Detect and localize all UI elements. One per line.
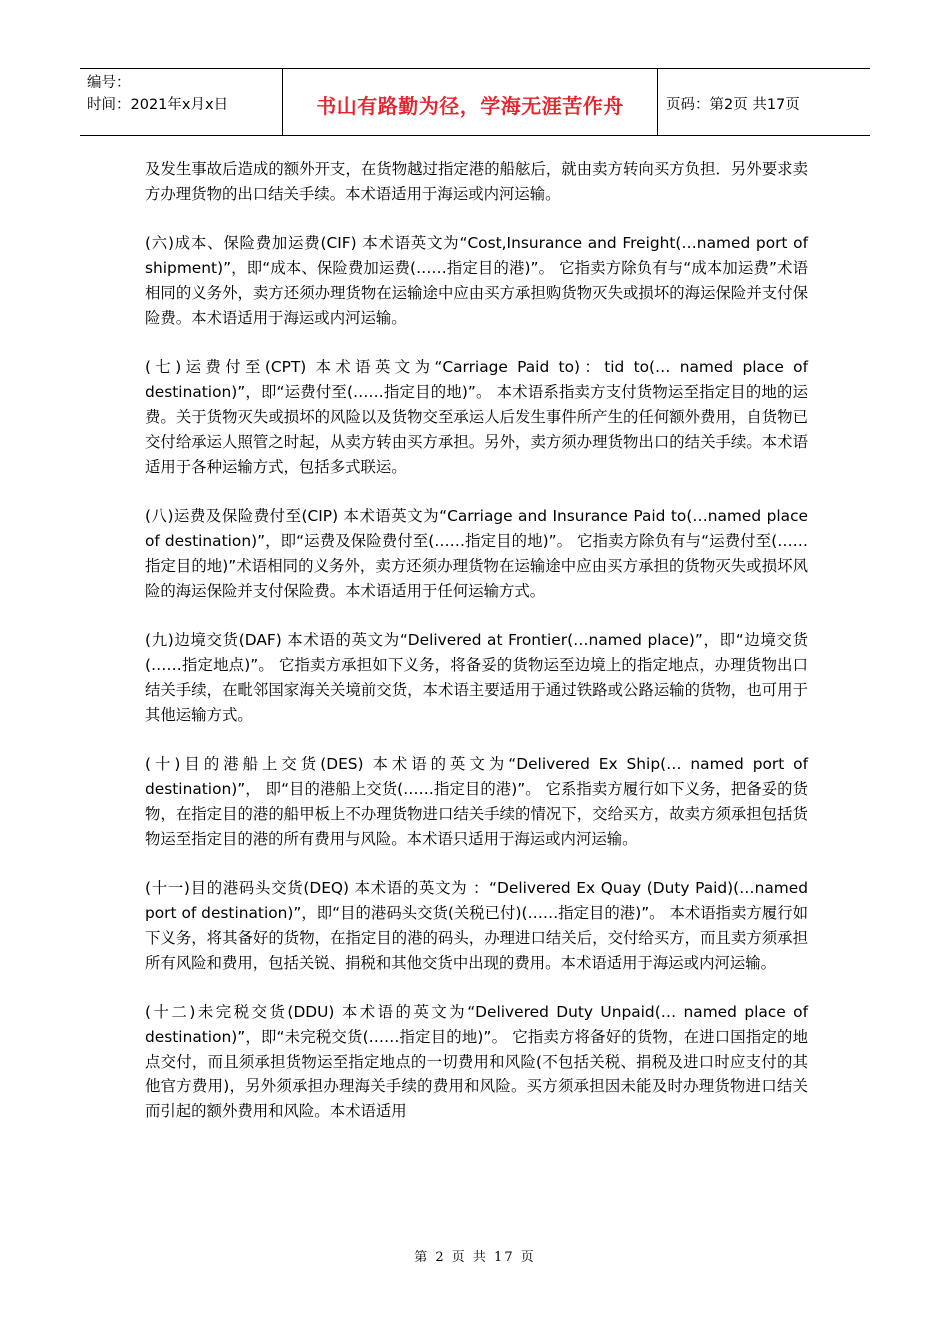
header-motto: 书山有路勤为径，学海无涯苦作舟 xyxy=(316,93,624,118)
header-meta xyxy=(80,69,282,135)
paragraph-cif: (六)成本、保险费加运费(CIF) 本术语英文为“Cost,Insurance and Freight(…named port of shipment)”，即“成本、保险费加运费(……指定目的港)”。 它指卖方除负有与“成本加运费”术语相同的义务外，卖方还须办理货物在运输途中应由买方承担购货物灭失或损坏的海运保险并支付保险费。本术语适用于海运或内河运输。 xyxy=(145,234,808,327)
number-label: 编号： xyxy=(87,75,131,91)
paragraph-des: (十)目的港船上交货(DES) 本术语的英文为“Delivered Ex Ship(… named port of destination)”， 即“目的港船上交货(……指定目的港)”。 它系指卖方履行如下义务，把备妥的货物，在指定目的港的船甲板上不办理货物进口结关手续的情况下，交给买方，故卖方须承担包括货物运至指定目的港的所有费用与风险。本术语只适用于海运或内河运输。 xyxy=(145,755,808,848)
paragraph-cip: (八)运费及保险费付至(CIP) 本术语英文为“Carriage and Insurance Paid to(…named place of destination)”，即“运费及保险费付至(……指定目的地)”。 它指卖方除负有与“运费付至(……指定目的地)”术语相同的义务外，卖方还须办理货物在运输途中应由买方承担的货物灭失或损坏风险的海运保险并支付保险费。本术语适用于任何运输方式。 xyxy=(145,507,808,600)
paragraph-daf: (九)边境交货(DAF) 本术语的英文为“Delivered at Frontier(…named place)”，即“边境交货(……指定地点)”。 它指卖方承担如下义务，将备妥的货物运至边境上的指定地点，办理货物出口结关手续，在毗邻国家海关关境前交货，本术语主要适用于通过铁路或公路运输的货物，也可用于其他运输方式。 xyxy=(145,631,808,724)
time-label: 时间：2021年x月x日 xyxy=(87,97,229,113)
paragraph-cpt: (七)运费付至(CPT) 本术语英文为“Carriage Paid to)：tid to(… named place of destination)”，即“运费付至(……指定目的地)”。 本术语系指卖方支付货物运至指定目的地的运费。关于货物灭失或损坏的风险以及货物交至承运人后发生事件所产生的任何额外费用，自货物已交付给承运人照管之时起，从卖方转由买方承担。另外，卖方须办理货物出口的结关手续。本术语适用于各种运输方式，包括多式联运。 xyxy=(145,358,808,476)
page-info-label: 页码：第2页 共17页 xyxy=(666,96,800,113)
footer-page-number: 第 2 页 共 17 页 xyxy=(414,1250,536,1265)
header-motto-cell xyxy=(282,69,658,135)
page-header xyxy=(80,68,870,136)
document-body xyxy=(145,157,808,1149)
header-page-info xyxy=(658,69,870,135)
paragraph-ddu: (十二)未完税交货(DDU) 本术语的英文为“Delivered Duty Unpaid(… named place of destination)”，即“未完税交货(……指定目的地)”。 它指卖方将备好的货物，在进口国指定的地点交付，而且须承担货物运至指定地点的一切费用和风险(不包括关税、捐税及进口时应支付的其他官方费用)，另外须承担办理海关手续的费用和风险。买方须承担因未能及时办理货物进口结关而引起的额外费用和风险。本术语适用 xyxy=(145,1003,808,1121)
page-footer xyxy=(0,1246,950,1265)
paragraph-continuation: 及发生事故后造成的额外开支，在货物越过指定港的船舷后，就由卖方转向买方负担．另外要求卖方办理货物的出口结关手续。本术语适用于海运或内河运输。 xyxy=(145,160,808,203)
paragraph-deq: (十一)目的港码头交货(DEQ) 本术语的英文为 ：“Delivered Ex Quay (Duty Paid)(…named port of destination)”，即“目的港码头交货(关税已付)(……指定目的港)”。 本术语指卖方履行如下义务，将其备好的货物，在指定目的港的码头，办理进口结关后，交付给买方，而且卖方须承担所有风险和费用，包括关锐、捐税和其他交货中出现的费用。本术语适用于海运或内河运输。 xyxy=(145,879,808,972)
